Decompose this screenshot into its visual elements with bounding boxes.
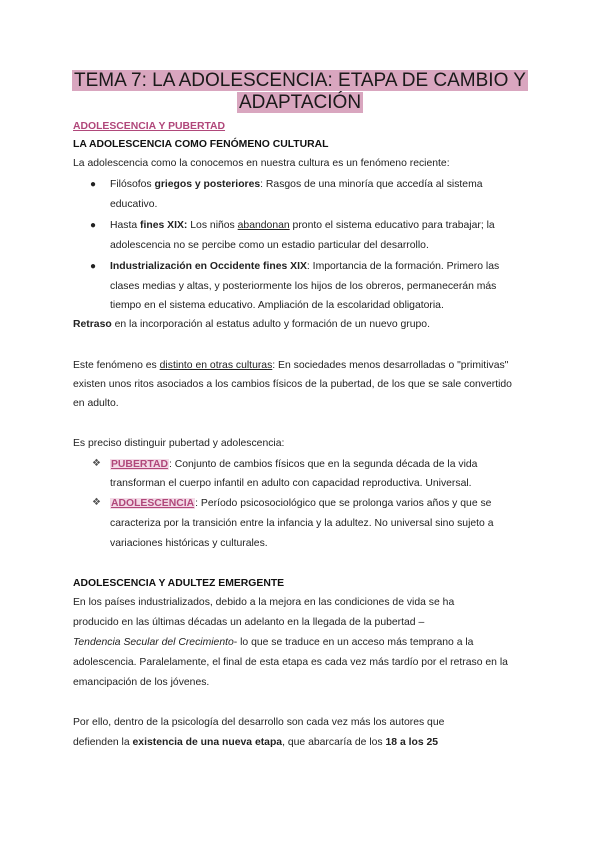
bullet-3-line-2: clases medias y altas, y posteriormente los hijos de los obreros, permanecerán más	[110, 281, 497, 292]
section-heading-adolescencia-pubertad: ADOLESCENCIA Y PUBERTAD	[73, 121, 226, 132]
bullet-2-mid: Los niños	[187, 220, 238, 231]
culturas-underlined: distinto en otras culturas	[159, 360, 273, 371]
bullet-2-line-1	[110, 219, 495, 233]
def-adolescencia-line-1	[110, 497, 491, 511]
bullet-2-line-2: adolescencia no se percibe como un estadio particular del desarrollo.	[110, 240, 429, 251]
section-heading-adultez-emergente: ADOLESCENCIA Y ADULTEZ EMERGENTE	[73, 578, 285, 589]
adultez-line-4: adolescencia. Paralelamente, el final de esta etapa es cada vez más tardío por el retraso en la	[73, 657, 508, 668]
retraso-bold: Retraso	[73, 319, 112, 330]
bullet-1-bold: griegos y posteriores	[154, 179, 261, 190]
def-pubertad-line-1	[110, 458, 477, 472]
bullet-1-post: : Rasgos de una minoría que accedía al sistema	[260, 179, 483, 190]
intro-paragraph: La adolescencia como la conocemos en nuestra cultura es un fenómeno reciente:	[73, 158, 450, 169]
def-adolescencia-line-3: variaciones históricas y culturales.	[110, 538, 268, 549]
bullet-3-bold: Industrialización en Occidente fines XIX	[110, 261, 307, 272]
adultez-line-7	[73, 736, 438, 750]
bullet-3-line-3: tiempo en el sistema educativo. Ampliación de la escolaridad obligatoria.	[110, 300, 444, 311]
subheading-fenomeno-cultural: LA ADOLESCENCIA COMO FENÓMENO CULTURAL	[73, 139, 329, 150]
bullet-2-post: pronto el sistema educativo para trabajar; la	[289, 220, 495, 231]
bullet-3-post: : Importancia de la formación. Primero las	[306, 261, 500, 272]
diamond-bullet-icon: ❖	[92, 458, 101, 469]
bullet-icon: ●	[90, 261, 97, 272]
culturas-paragraph-line-3: en adulto.	[73, 398, 119, 409]
bullet-3-line-1	[110, 260, 499, 274]
term-pubertad: PUBERTAD	[111, 459, 168, 470]
bullet-icon: ●	[90, 179, 97, 190]
bullet-icon: ●	[90, 220, 97, 231]
retraso-paragraph	[73, 318, 430, 332]
title-line-2: ADAPTACIÓN	[238, 92, 362, 113]
diamond-bullet-icon: ❖	[92, 497, 101, 508]
adultez-line-6: Por ello, dentro de la psicología del desarrollo son cada vez más los autores que	[73, 717, 445, 728]
bullet-1-line-1	[110, 178, 483, 192]
adultez-line-1: En los países industrializados, debido a la mejora en las condiciones de vida se ha	[73, 597, 455, 608]
term-adolescencia: ADOLESCENCIA	[111, 498, 195, 509]
def-pubertad-text: : Conjunto de cambios físicos que en la segunda década de la vida	[168, 459, 478, 470]
adultez-line-7-mid: , que abarcaría de los	[282, 737, 386, 748]
retraso-rest: en la incorporación al estatus adulto y formación de un nuevo grupo.	[111, 319, 430, 330]
bullet-1-line-2: educativo.	[110, 199, 158, 210]
bullet-1-pre: Filósofos	[110, 179, 155, 190]
title-line-1: TEMA 7: LA ADOLESCENCIA: ETAPA DE CAMBIO Y	[74, 70, 526, 91]
tendencia-secular-italic: Tendencia Secular del Crecimiento	[73, 637, 234, 648]
def-pubertad-line-2: transforman el cuerpo infantil en adulto con capacidad reproductiva. Universal.	[110, 478, 472, 489]
bullet-2-pre: Hasta	[110, 220, 141, 231]
document-title	[0, 70, 600, 114]
culturas-pre: Este fenómeno es	[73, 360, 160, 371]
culturas-paragraph-line-2: existen unos ritos asociados a los cambios físicos de la pubertad, de los que se sale convertido	[73, 379, 512, 390]
def-adolescencia-line-2: caracteriza por la transición entre la infancia y la adultez. No universal sino sujeto a	[110, 518, 494, 529]
bullet-2-bold: fines XIX:	[140, 220, 188, 231]
distinguir-paragraph: Es preciso distinguir pubertad y adolescencia:	[73, 438, 285, 449]
bullet-2-underlined: abandonan	[237, 220, 290, 231]
culturas-paragraph-line-1	[73, 359, 508, 373]
age-range-bold: 18 a los 25	[385, 737, 439, 748]
adultez-line-3-rest: - lo que se traduce en un acceso más temprano a la	[233, 637, 474, 648]
adultez-line-5: emancipación de los jóvenes.	[73, 677, 210, 688]
culturas-post: : En sociedades menos desarrolladas o "primitivas"	[272, 360, 509, 371]
nueva-etapa-bold: existencia de una nueva etapa	[132, 737, 283, 748]
adultez-line-2: producido en las últimas décadas un adelanto en la llegada de la pubertad –	[73, 617, 425, 628]
def-adolescencia-text: : Período psicosociológico que se prolonga varios años y que se	[195, 498, 492, 509]
adultez-line-3	[73, 636, 473, 650]
adultez-line-7-pre: defienden la	[73, 737, 133, 748]
